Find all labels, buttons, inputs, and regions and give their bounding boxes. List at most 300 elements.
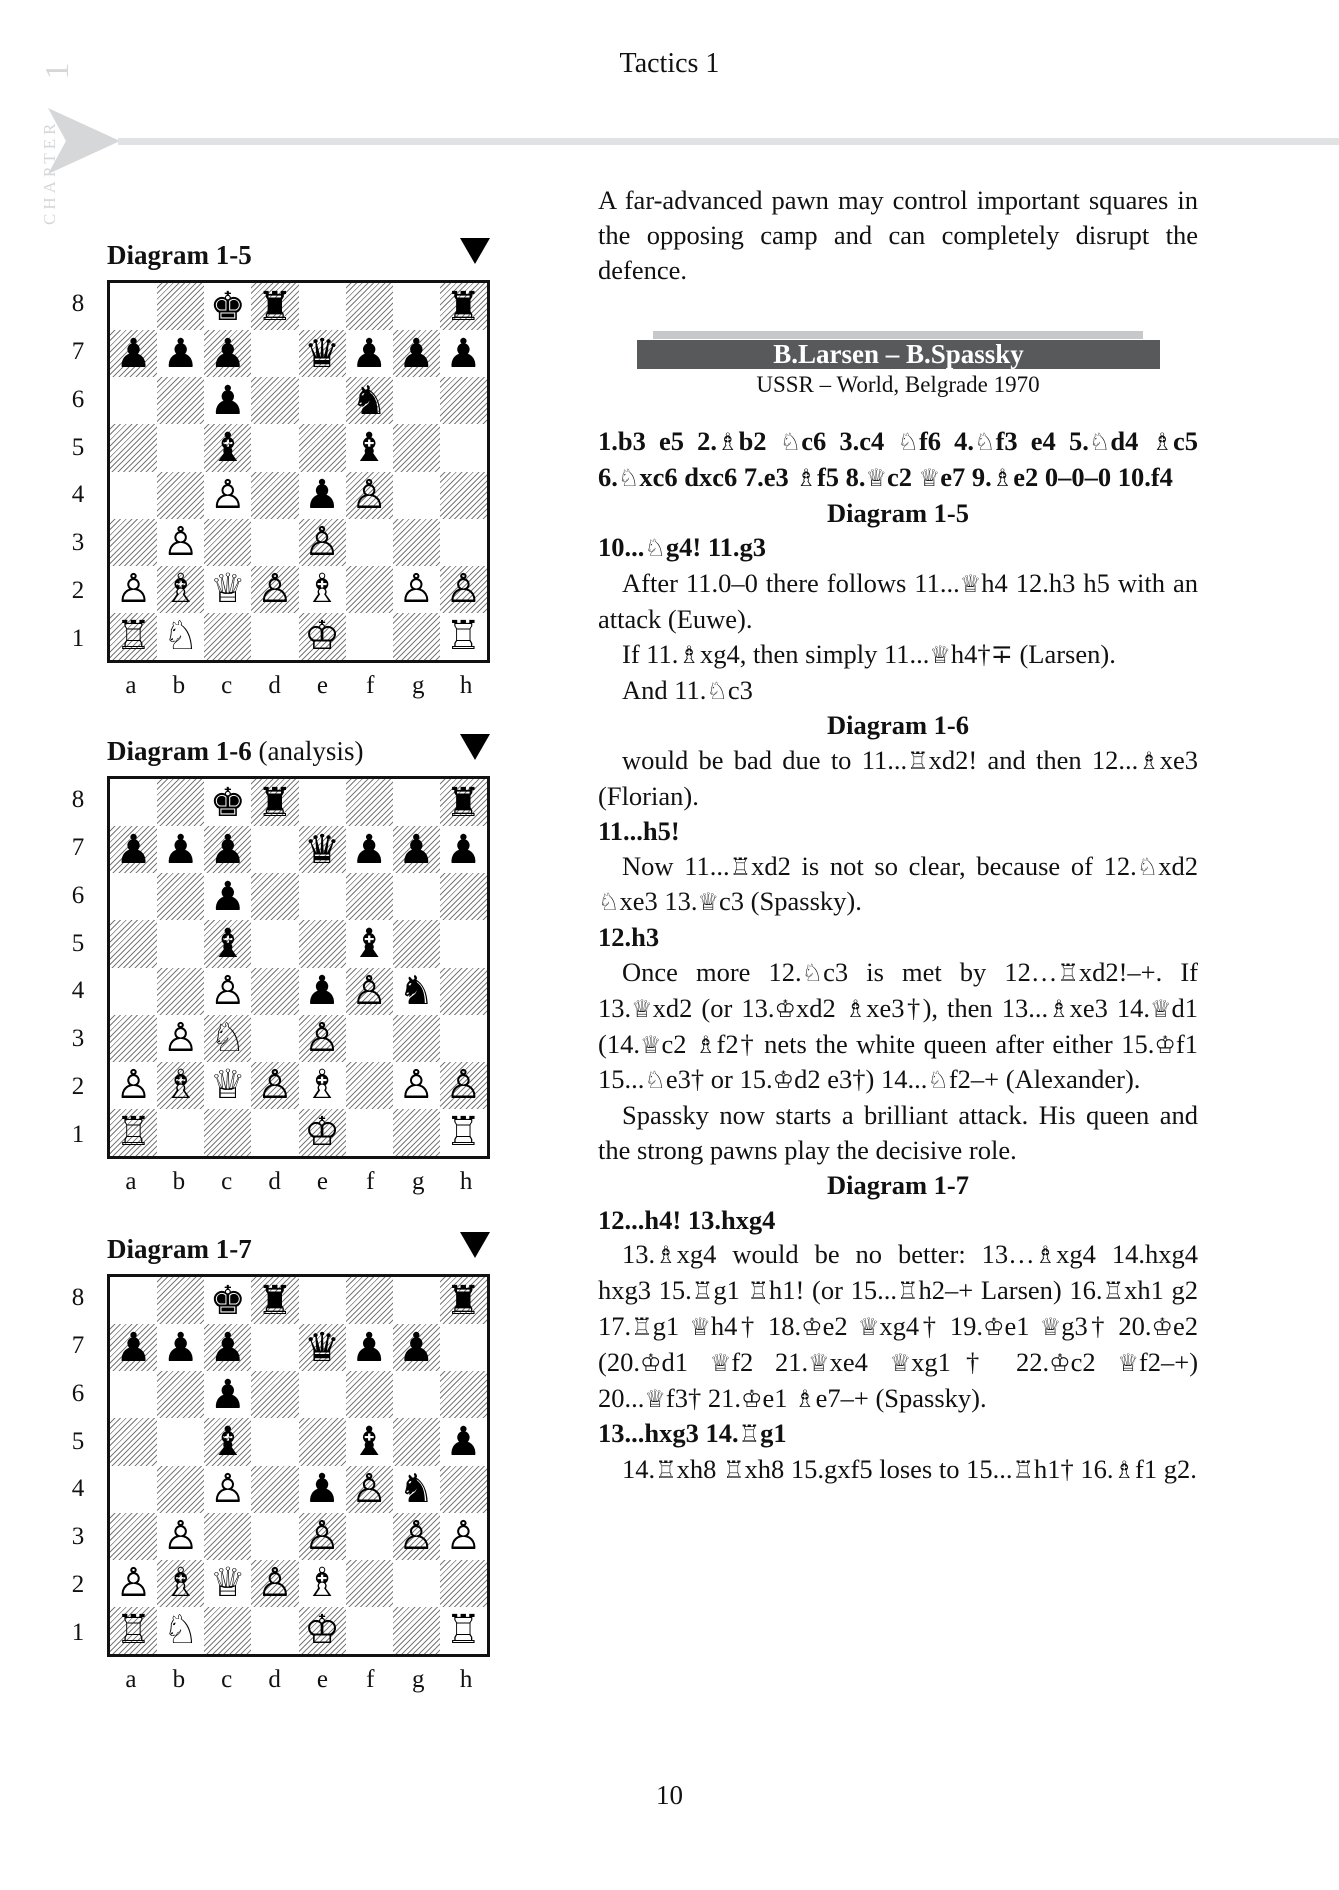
square-g6 — [393, 873, 440, 920]
chess-piece-icon: ♟ — [115, 826, 152, 873]
rank-label: 5 — [71, 1427, 85, 1455]
main-line-moves: 13...hxg3 14.♖g1 — [598, 1418, 787, 1449]
square-a1 — [110, 1109, 157, 1156]
square-e7 — [299, 1324, 346, 1371]
square-h6 — [440, 1371, 487, 1418]
square-d1 — [251, 1607, 298, 1654]
square-d8 — [251, 779, 298, 826]
diagram-title: Diagram 1-7 — [107, 1234, 252, 1264]
square-g3 — [393, 519, 440, 566]
square-h5 — [440, 424, 487, 471]
square-a6 — [110, 377, 157, 424]
square-a5 — [110, 424, 157, 471]
chess-piece-icon: ♔ — [304, 1607, 340, 1654]
square-g5 — [393, 920, 440, 967]
chess-piece-icon: ♙ — [115, 566, 152, 613]
file-label: b — [172, 1666, 186, 1693]
chess-piece-icon: ♛ — [304, 330, 340, 377]
square-e1 — [299, 1109, 346, 1156]
square-h2 — [440, 1062, 487, 1109]
chess-piece-icon: ♖ — [445, 1109, 482, 1156]
square-c5 — [204, 424, 251, 471]
file-label: c — [221, 1168, 233, 1195]
diagram-reference: Diagram 1-5 — [826, 497, 970, 528]
square-f3 — [346, 1015, 393, 1062]
rank-label: 8 — [71, 785, 85, 813]
rank-label: 3 — [71, 529, 85, 557]
square-d2 — [251, 1062, 298, 1109]
chess-piece-icon: ♚ — [209, 779, 246, 826]
chess-piece-icon: ♗ — [162, 1062, 199, 1109]
chess-piece-icon: ♗ — [304, 566, 340, 613]
file-label: e — [316, 1168, 328, 1195]
annotation-paragraph: 14.♖xh8 ♖xh8 15.gxf5 loses to 15...♖h1† 16.♗f1 g2. — [622, 1454, 1197, 1485]
square-g2 — [393, 1062, 440, 1109]
square-g7 — [393, 1324, 440, 1371]
chess-piece-icon: ♛ — [304, 826, 340, 873]
chess-piece-icon: ♟ — [398, 1324, 435, 1371]
rank-label: 7 — [71, 1331, 85, 1359]
chess-piece-icon: ♖ — [115, 1607, 152, 1654]
chess-piece-icon: ♙ — [351, 1466, 388, 1513]
chess-piece-icon: ♞ — [398, 1466, 435, 1513]
chess-piece-icon: ♛ — [304, 1324, 340, 1371]
chess-piece-icon: ♙ — [351, 968, 388, 1015]
chess-piece-icon: ♙ — [162, 519, 199, 566]
chess-piece-icon: ♙ — [351, 472, 388, 519]
square-a1 — [110, 613, 157, 660]
rank-label: 8 — [71, 1283, 85, 1311]
square-g4 — [393, 472, 440, 519]
square-c2 — [204, 1062, 251, 1109]
square-c5 — [204, 1418, 251, 1465]
rank-label: 5 — [71, 929, 85, 957]
chess-piece-icon: ♞ — [351, 377, 388, 424]
chess-piece-icon: ♗ — [162, 1560, 199, 1607]
square-e7 — [299, 330, 346, 377]
square-c7 — [204, 826, 251, 873]
file-label: g — [411, 1666, 425, 1693]
chess-piece-icon: ♟ — [209, 1371, 246, 1418]
square-c6 — [204, 873, 251, 920]
square-h2 — [440, 1560, 487, 1607]
chess-piece-icon: ♙ — [445, 1513, 482, 1560]
file-label: a — [125, 1168, 137, 1195]
game-players: B.Larsen – B.Spassky — [637, 340, 1160, 369]
square-c1 — [204, 1109, 251, 1156]
square-g4 — [393, 1466, 440, 1513]
square-d5 — [251, 1418, 298, 1465]
rank-label: 1 — [71, 1121, 85, 1149]
black-to-move-icon — [460, 1232, 490, 1258]
chess-piece-icon: ♖ — [445, 1607, 482, 1654]
chess-piece-icon: ♟ — [209, 330, 246, 377]
main-line-moves: 11...h5! — [598, 815, 680, 846]
square-h3 — [440, 1513, 487, 1560]
square-e3 — [299, 1015, 346, 1062]
square-b1 — [157, 1109, 204, 1156]
square-a4 — [110, 968, 157, 1015]
square-h4 — [440, 1466, 487, 1513]
square-d4 — [251, 968, 298, 1015]
file-label: b — [172, 672, 186, 699]
square-h4 — [440, 968, 487, 1015]
square-d6 — [251, 377, 298, 424]
file-label: e — [316, 1666, 328, 1693]
rank-label: 1 — [71, 1619, 85, 1647]
chess-piece-icon: ♟ — [351, 330, 388, 377]
annotation-paragraph: And 11.♘c3 — [622, 674, 753, 705]
chess-piece-icon: ♟ — [209, 377, 246, 424]
chess-piece-icon: ♟ — [398, 330, 435, 377]
square-g5 — [393, 424, 440, 471]
square-a5 — [110, 1418, 157, 1465]
square-c5 — [204, 920, 251, 967]
chess-piece-icon: ♙ — [304, 1513, 340, 1560]
square-b4 — [157, 472, 204, 519]
square-e2 — [299, 1062, 346, 1109]
file-labels — [107, 672, 490, 700]
rank-label: 2 — [71, 577, 85, 605]
rank-labels — [68, 280, 88, 663]
chess-board — [107, 1274, 490, 1657]
square-b3 — [157, 1513, 204, 1560]
square-g7 — [393, 330, 440, 377]
chess-piece-icon: ♙ — [257, 566, 293, 613]
square-b8 — [157, 779, 204, 826]
file-label: d — [268, 1666, 281, 1693]
chess-piece-icon: ♟ — [209, 826, 246, 873]
rank-label: 7 — [71, 833, 85, 861]
rank-label: 5 — [71, 433, 85, 461]
chess-piece-icon: ♜ — [257, 779, 293, 826]
chess-piece-icon: ♝ — [209, 1418, 246, 1465]
square-c8 — [204, 1277, 251, 1324]
main-line-moves: 1.b3 e5 2.♗b2 ♘c6 3.c4 ♘f6 4.♘f3 e4 5.♘d4 ♗c5 6.♘xc6 dxc6 7.e3 ♗f5 8.♕c2 ♕e7 9.♗e2 0–0–0 10.f4 — [598, 426, 1199, 492]
chapter-label: CHAPTER — [40, 119, 59, 225]
square-e5 — [299, 1418, 346, 1465]
rank-label: 4 — [71, 977, 85, 1005]
square-f6 — [346, 377, 393, 424]
game-annotation-text — [598, 424, 1198, 1488]
square-b6 — [157, 1371, 204, 1418]
square-d7 — [251, 826, 298, 873]
square-d1 — [251, 1109, 298, 1156]
chess-piece-icon: ♙ — [209, 1466, 246, 1513]
square-h3 — [440, 1015, 487, 1062]
square-a2 — [110, 1062, 157, 1109]
file-label: f — [366, 1168, 375, 1195]
chess-piece-icon: ♘ — [162, 1607, 199, 1654]
black-to-move-icon — [460, 238, 490, 264]
chess-piece-icon: ♙ — [162, 1015, 199, 1062]
chess-piece-icon: ♟ — [445, 330, 482, 377]
square-a3 — [110, 519, 157, 566]
rank-label: 3 — [71, 1523, 85, 1551]
square-c4 — [204, 1466, 251, 1513]
square-e6 — [299, 873, 346, 920]
square-g5 — [393, 1418, 440, 1465]
square-d7 — [251, 330, 298, 377]
chess-piece-icon: ♟ — [445, 826, 482, 873]
square-g1 — [393, 1109, 440, 1156]
chess-piece-icon: ♙ — [398, 566, 435, 613]
chess-piece-icon: ♙ — [209, 968, 246, 1015]
square-d2 — [251, 566, 298, 613]
square-f6 — [346, 873, 393, 920]
square-c7 — [204, 1324, 251, 1371]
square-f5 — [346, 424, 393, 471]
chess-piece-icon: ♟ — [304, 968, 340, 1015]
square-e8 — [299, 283, 346, 330]
chess-piece-icon: ♟ — [209, 1324, 246, 1371]
file-label: d — [268, 672, 281, 699]
chess-piece-icon: ♙ — [398, 1062, 435, 1109]
square-b5 — [157, 920, 204, 967]
chess-piece-icon: ♕ — [209, 566, 246, 613]
square-g6 — [393, 377, 440, 424]
chess-piece-icon: ♙ — [115, 1560, 152, 1607]
intro-paragraph: A far-advanced pawn may control important squares in the opposing camp and can completely disrupt the defence. — [598, 185, 1198, 285]
chess-piece-icon: ♙ — [209, 472, 246, 519]
square-d5 — [251, 424, 298, 471]
chess-piece-icon: ♙ — [257, 1560, 293, 1607]
square-a1 — [110, 1607, 157, 1654]
chess-piece-icon: ♕ — [209, 1560, 246, 1607]
chess-board — [107, 776, 490, 1159]
square-f3 — [346, 519, 393, 566]
square-c6 — [204, 377, 251, 424]
running-head: Tactics 1 — [619, 48, 720, 79]
diagram-title: Diagram 1-5 — [107, 240, 252, 270]
chapter-number: 1 — [39, 62, 76, 80]
square-h1 — [440, 613, 487, 660]
annotation-paragraph: Now 11...♖xd2 is not so clear, because of 12.♘xd2 ♘xe3 13.♕c3 (Spassky). — [598, 850, 1198, 917]
square-b1 — [157, 613, 204, 660]
square-d5 — [251, 920, 298, 967]
square-b6 — [157, 873, 204, 920]
chess-piece-icon: ♟ — [162, 1324, 199, 1371]
chess-piece-icon: ♟ — [351, 826, 388, 873]
square-a4 — [110, 1466, 157, 1513]
square-f6 — [346, 1371, 393, 1418]
chess-piece-icon: ♗ — [304, 1062, 340, 1109]
chess-piece-icon: ♜ — [257, 283, 293, 330]
square-a6 — [110, 1371, 157, 1418]
square-g2 — [393, 1560, 440, 1607]
square-g3 — [393, 1513, 440, 1560]
rank-label: 4 — [71, 1475, 85, 1503]
square-c6 — [204, 1371, 251, 1418]
square-e6 — [299, 1371, 346, 1418]
file-label: f — [366, 1666, 375, 1693]
square-g6 — [393, 1371, 440, 1418]
square-b3 — [157, 519, 204, 566]
square-g8 — [393, 283, 440, 330]
square-b7 — [157, 1324, 204, 1371]
square-h1 — [440, 1607, 487, 1654]
square-e1 — [299, 1607, 346, 1654]
chess-piece-icon: ♚ — [209, 1277, 246, 1324]
square-f7 — [346, 330, 393, 377]
chess-piece-icon: ♔ — [304, 1109, 340, 1156]
square-f8 — [346, 283, 393, 330]
square-h6 — [440, 873, 487, 920]
file-label: a — [125, 1666, 137, 1693]
chess-board — [107, 280, 490, 663]
square-a4 — [110, 472, 157, 519]
file-label: b — [172, 1168, 186, 1195]
square-e8 — [299, 779, 346, 826]
chess-piece-icon: ♗ — [162, 566, 199, 613]
square-h7 — [440, 826, 487, 873]
file-label: c — [221, 672, 233, 699]
chess-piece-icon: ♖ — [115, 613, 152, 660]
rank-label: 6 — [71, 881, 85, 909]
chess-piece-icon: ♟ — [162, 826, 199, 873]
square-d7 — [251, 1324, 298, 1371]
diagram-reference: Diagram 1-6 — [826, 710, 970, 741]
file-label: g — [411, 1168, 425, 1195]
square-f5 — [346, 920, 393, 967]
chess-piece-icon: ♕ — [209, 1062, 246, 1109]
square-h8 — [440, 1277, 487, 1324]
black-to-move-icon — [460, 734, 490, 760]
diagram-note: (analysis) — [258, 736, 364, 766]
annotation-paragraph: Once more 12.♘c3 is met by 12…♖xd2!–+. If 13.♕xd2 (or 13.♔xd2 ♗xe3†), then 13...♗xe3 14.♕d1 (14.♕c2 ♗f2† nets the white queen after either 15.♔f1 15...♘e3† or 15.♔d2 e3†) 14...♘f2–+ (Alexander). — [598, 956, 1199, 1095]
square-f2 — [346, 1062, 393, 1109]
chess-piece-icon: ♜ — [445, 1277, 482, 1324]
chess-piece-icon: ♙ — [304, 519, 340, 566]
chess-piece-icon: ♜ — [445, 779, 482, 826]
square-b1 — [157, 1607, 204, 1654]
square-e6 — [299, 377, 346, 424]
square-c3 — [204, 519, 251, 566]
square-c3 — [204, 1015, 251, 1062]
square-f1 — [346, 613, 393, 660]
chess-piece-icon: ♟ — [351, 1324, 388, 1371]
file-label: g — [411, 672, 425, 699]
chess-piece-icon: ♟ — [162, 330, 199, 377]
square-b3 — [157, 1015, 204, 1062]
chess-piece-icon: ♙ — [398, 1513, 435, 1560]
square-e2 — [299, 1560, 346, 1607]
square-b4 — [157, 1466, 204, 1513]
chess-piece-icon: ♖ — [115, 1109, 152, 1156]
file-label: h — [459, 672, 473, 699]
file-label: a — [125, 672, 137, 699]
square-d8 — [251, 283, 298, 330]
rank-label: 4 — [71, 481, 85, 509]
square-b6 — [157, 377, 204, 424]
main-line-moves: 10...♘g4! 11.g3 — [598, 532, 767, 563]
square-f2 — [346, 566, 393, 613]
square-f4 — [346, 968, 393, 1015]
square-h7 — [440, 1324, 487, 1371]
main-line-moves: 12.h3 — [598, 922, 660, 953]
square-b2 — [157, 1062, 204, 1109]
chess-piece-icon: ♜ — [445, 283, 482, 330]
square-d6 — [251, 1371, 298, 1418]
diagram-reference: Diagram 1-7 — [826, 1169, 970, 1200]
chess-piece-icon: ♚ — [209, 283, 246, 330]
square-e5 — [299, 424, 346, 471]
chess-piece-icon: ♗ — [304, 1560, 340, 1607]
file-label: h — [459, 1168, 473, 1195]
file-labels — [107, 1168, 490, 1196]
square-g2 — [393, 566, 440, 613]
square-d8 — [251, 1277, 298, 1324]
square-h4 — [440, 472, 487, 519]
square-e4 — [299, 1466, 346, 1513]
square-f5 — [346, 1418, 393, 1465]
chess-piece-icon: ♜ — [257, 1277, 293, 1324]
annotation-paragraph: would be bad due to 11...♖xd2! and then 12...♗xe3 (Florian). — [598, 745, 1199, 811]
square-c7 — [204, 330, 251, 377]
square-c2 — [204, 1560, 251, 1607]
square-a7 — [110, 826, 157, 873]
square-f7 — [346, 826, 393, 873]
square-a8 — [110, 1277, 157, 1324]
square-a6 — [110, 873, 157, 920]
rank-label: 1 — [71, 625, 85, 653]
square-a7 — [110, 1324, 157, 1371]
square-f1 — [346, 1607, 393, 1654]
main-line-moves: 12...h4! 13.hxg4 — [598, 1204, 776, 1235]
rank-label: 7 — [71, 337, 85, 365]
square-d3 — [251, 1513, 298, 1560]
square-d2 — [251, 1560, 298, 1607]
annotation-paragraph: After 11.0–0 there follows 11...♕h4 12.h3 h5 with an attack (Euwe). — [598, 568, 1199, 634]
square-a5 — [110, 920, 157, 967]
square-a3 — [110, 1015, 157, 1062]
square-c4 — [204, 472, 251, 519]
square-g8 — [393, 779, 440, 826]
chess-piece-icon: ♙ — [445, 1062, 482, 1109]
square-h3 — [440, 519, 487, 566]
square-e1 — [299, 613, 346, 660]
annotation-paragraph: 13.♗xg4 would be no better: 13…♗xg4 14.hxg4 hxg3 15.♖g1 ♖h1! (or 15...♖h2–+ Larsen) 16.♖xh1 g2 17.♖g1 ♕h4† 18.♔e2 ♕xg4† 19.♔e1 ♕g3† 20.♔e2 (20.♔d1 ♕f2 21.♕xe4 ♕xg1† 22.♔c2 ♕f2–+) 20...♕f3† 21.♔e1 ♗e7–+ (Spassky). — [598, 1239, 1199, 1413]
chess-piece-icon: ♟ — [445, 1418, 482, 1465]
square-e2 — [299, 566, 346, 613]
square-b5 — [157, 1418, 204, 1465]
header-rule — [118, 138, 1339, 145]
square-a8 — [110, 779, 157, 826]
file-label: e — [316, 672, 328, 699]
square-e5 — [299, 920, 346, 967]
square-d6 — [251, 873, 298, 920]
page-number: 10 — [656, 1780, 683, 1810]
chess-piece-icon: ♔ — [304, 613, 340, 660]
banner-shadow — [653, 331, 1143, 339]
square-c8 — [204, 779, 251, 826]
rank-label: 3 — [71, 1025, 85, 1053]
chess-piece-icon: ♟ — [304, 1466, 340, 1513]
chess-piece-icon: ♙ — [162, 1513, 199, 1560]
square-d4 — [251, 472, 298, 519]
square-h1 — [440, 1109, 487, 1156]
square-g7 — [393, 826, 440, 873]
square-b8 — [157, 1277, 204, 1324]
square-e7 — [299, 826, 346, 873]
rank-labels — [68, 776, 88, 1159]
square-b2 — [157, 1560, 204, 1607]
square-e8 — [299, 1277, 346, 1324]
chess-piece-icon: ♝ — [209, 424, 246, 471]
chess-piece-icon: ♙ — [115, 1062, 152, 1109]
square-g1 — [393, 613, 440, 660]
square-a3 — [110, 1513, 157, 1560]
